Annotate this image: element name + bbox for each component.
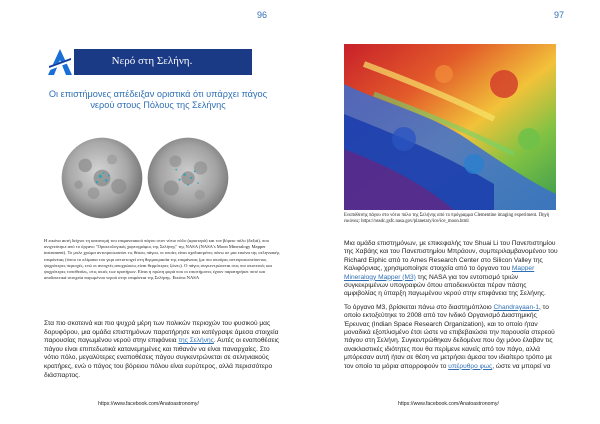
paragraph (344, 240, 558, 299)
body-text: , το οποίο εκτοξεύτηκε το 2008 από τον Ινδικό Οργανισμό Διαστημικής Έρευνας (Indian Space Research Organization), και το οποίο ήταν μοναδικά εξοπλισμένο έτσι ώστε να επιβεβαιώσει την παρουσία στερεού πάγου στη Σελήνη. Συγκεντρώθηκαν δεδομένα που όχι μόνο έλαβαν τις ανακλαστικές ιδιότητες που θα περίμενε κανείς από τον πάγο, αλλά μπόρεσαν αυτή ήταν σε θέση να μετρήσει άμεσα τον ιδιαίτερο τρόπο με τον οποίο τα μόρια απορροφούν το (344, 303, 555, 370)
body-text: Μια ομάδα επιστημόνων, με επικεφαλής τον Shuai Li του Πανεπιστημίου της Χαβάης και του Πανεπιστημίου Μπράουν, συμπεριλαμβανομένου του Richard Elphic από το Ames Research Center στο Silicon Valley της Καλιφόρνιας, χρησιμοποίησε στοιχεία από το όργανο του (344, 240, 558, 273)
body-text: , ώστε να μπορεί να (492, 362, 551, 370)
page-number-right: 97 (554, 10, 565, 20)
footer-link-right[interactable]: https://www.facebook.com/Anatoastronomy/ (398, 401, 499, 407)
infrared-link[interactable]: υπέρυθρο φως (448, 362, 493, 370)
moon-link[interactable]: της Σελήνης (178, 337, 214, 345)
body-text: Στα πιο σκοτεινά και πιο ψυχρά μέρη των πολικών περιοχών του φυσικού μας δορυφόρου, μια ομάδα επιστημόνων παρατήρησε και κατέγραψε άμεσα στοιχεία παρουσίας παγωμένου νερού στην επιφάνεια (44, 320, 279, 345)
south-pole-ice-deposit-image (344, 44, 556, 210)
north-pole-ice-map-image (146, 136, 230, 220)
body-text: Το όργανο M3, βρίσκεται πάνω στο διαστημόπλοιο (344, 303, 494, 311)
banner-title: Νερό στη Σελήνη. (111, 55, 193, 67)
title-banner (52, 49, 252, 75)
south-pole-ice-map-image (60, 136, 144, 220)
figure-caption-right: Εναπόθεσης πάγου στο νότιο πόλο της Σελήνης από το πρόγραμμα Clementine imaging experiment. Πηγή εικόνας: https://nssdc.gsfc.nasa.gov/planetary/ice/ice_moon.html (344, 213, 550, 225)
m3-link[interactable]: Mapper Mineralogy Mapper (M3) (344, 265, 535, 281)
astronomy-logo-icon (45, 46, 75, 78)
article-subtitle: Οι επιστήμονες απέδειξαν οριστικά ότι υπάρχει πάγος νερού στους Πόλους της Σελήνης (48, 89, 268, 110)
chandrayaan-link[interactable]: Chandrayaan-1 (493, 303, 540, 311)
footer-link-left[interactable]: https://www.facebook.com/Anatoastronomy/ (98, 401, 199, 407)
body-text: της NASA για τον εντοπισμό τριών συγκεκριμένων υπογραφών όπου αποδεικνύεται πέραν πάσης αμφιβολίας η ύπαρξη παγωμένου νερού στην επιφάνεια της Σελήνης. (344, 273, 546, 298)
paragraph (344, 304, 558, 371)
page-number-left: 96 (257, 10, 268, 20)
body-text: . Αυτές οι εναποθέσεις πάγου είναι επιπεδωτικά κατανεμημένες και πιθανόν να είναι παναρχαίες. Στο νότιο πόλο, μεγαλύτερες εναποθέσεις πάγου συγκεντρώνεται σε σεληνιακούς κρατήρες, ενώ ο πάγος του βόρειου πόλου είναι ευρύτερος, αλλά περισσότερο διάσπαρτος. (44, 337, 280, 379)
right-page (300, 0, 600, 424)
article-body-right (344, 240, 558, 376)
figure-caption-left: Η εικόνα αυτή δείχνει τη κατανομή του επιφανειακού πάγου στον νότιο πόλο (αριστερά) και τον βόρειο πόλο (δεξιά), που ανιχνεύτηκε από το όργανο "Ορυκτολογικός χαρτογράφος της Σελήνης" της NASA (NASA's Moon Mineralogy Mapper instrument). Το μπλε χρώμα αντιπροσωπεύει τις θέσεις πάγου, οι οποίες είναι σχεδιασμένες πάνω σε μια εικόνα της σεληνιακής επιφάνειας (όπου το κλίμακα του γκρι αντιστοιχεί στη θερμοκρασία της επιφάνειας (με πιο σκούρες αντιπροσωπεύοντας ψυχρότερες περιοχές, ενώ οι ανοιχτές αποχρώσεις είναι θερμότερες ζώνες). Ο πάγος συγκεντρώνεται στις πιο σκοτεινές και ψυχρότερες τοποθεσίες, στις σκιές των κρατήρων. Είναι η πρώτη φορά που οι επιστήμονες έχουν παρατηρήσει ποτέ και αποδεικτικά στοιχεία παγωμένου νερού στην επιφάνεια της Σελήνης. Εικόνα NASA (44, 238, 280, 281)
article-body-left (44, 320, 282, 380)
